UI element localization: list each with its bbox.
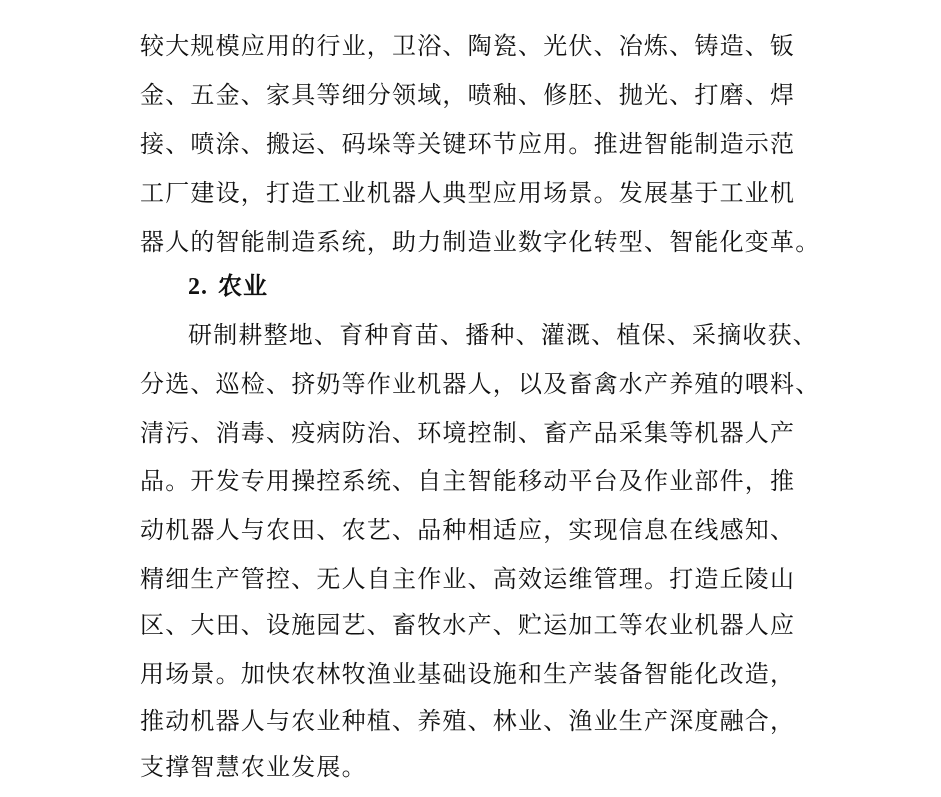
section-number: 2. xyxy=(188,274,208,300)
paragraph-2-line-9: 推动机器人与农业种植、养殖、林业、渔业生产深度融合， xyxy=(140,707,796,735)
paragraph-2-line-10: 支撑智慧农业发展。 xyxy=(140,753,367,781)
paragraph-1-line-4: 工厂建设，打造工业机器人典型应用场景。发展基于工业机 xyxy=(140,179,796,207)
paragraph-1-line-3: 接、喷涂、搬运、码垛等关键环节应用。推进智能制造示范 xyxy=(140,130,796,158)
paragraph-2-line-7: 区、大田、设施园艺、畜牧水产、贮运加工等农业机器人应 xyxy=(140,611,796,639)
paragraph-1-line-1: 较大规模应用的行业，卫浴、陶瓷、光伏、冶炼、铸造、钣 xyxy=(140,32,796,60)
section-title: 农业 xyxy=(218,271,268,300)
paragraph-2-line-5: 动机器人与农田、农艺、品种相适应，实现信息在线感知、 xyxy=(140,516,796,544)
paragraph-1-line-5: 器人的智能制造系统，助力制造业数字化转型、智能化变革。 xyxy=(140,228,821,256)
section-heading xyxy=(188,262,268,310)
paragraph-2-line-6: 精细生产管控、无人自主作业、高效运维管理。打造丘陵山 xyxy=(140,565,796,593)
paragraph-2-line-8: 用场景。加快农林牧渔业基础设施和生产装备智能化改造， xyxy=(140,660,796,688)
paragraph-2-line-4: 品。开发专用操控系统、自主智能移动平台及作业部件，推 xyxy=(140,467,796,495)
paragraph-2-line-3: 清污、消毒、疫病防治、环境控制、畜产品采集等机器人产 xyxy=(140,419,796,447)
paragraph-2-line-1: 研制耕整地、育种育苗、播种、灌溉、植保、采摘收获、 xyxy=(188,321,818,349)
paragraph-2-line-2: 分选、巡检、挤奶等作业机器人，以及畜禽水产养殖的喂料、 xyxy=(140,370,821,398)
paragraph-1-line-2: 金、五金、家具等细分领域，喷釉、修胚、抛光、打磨、焊 xyxy=(140,81,796,109)
